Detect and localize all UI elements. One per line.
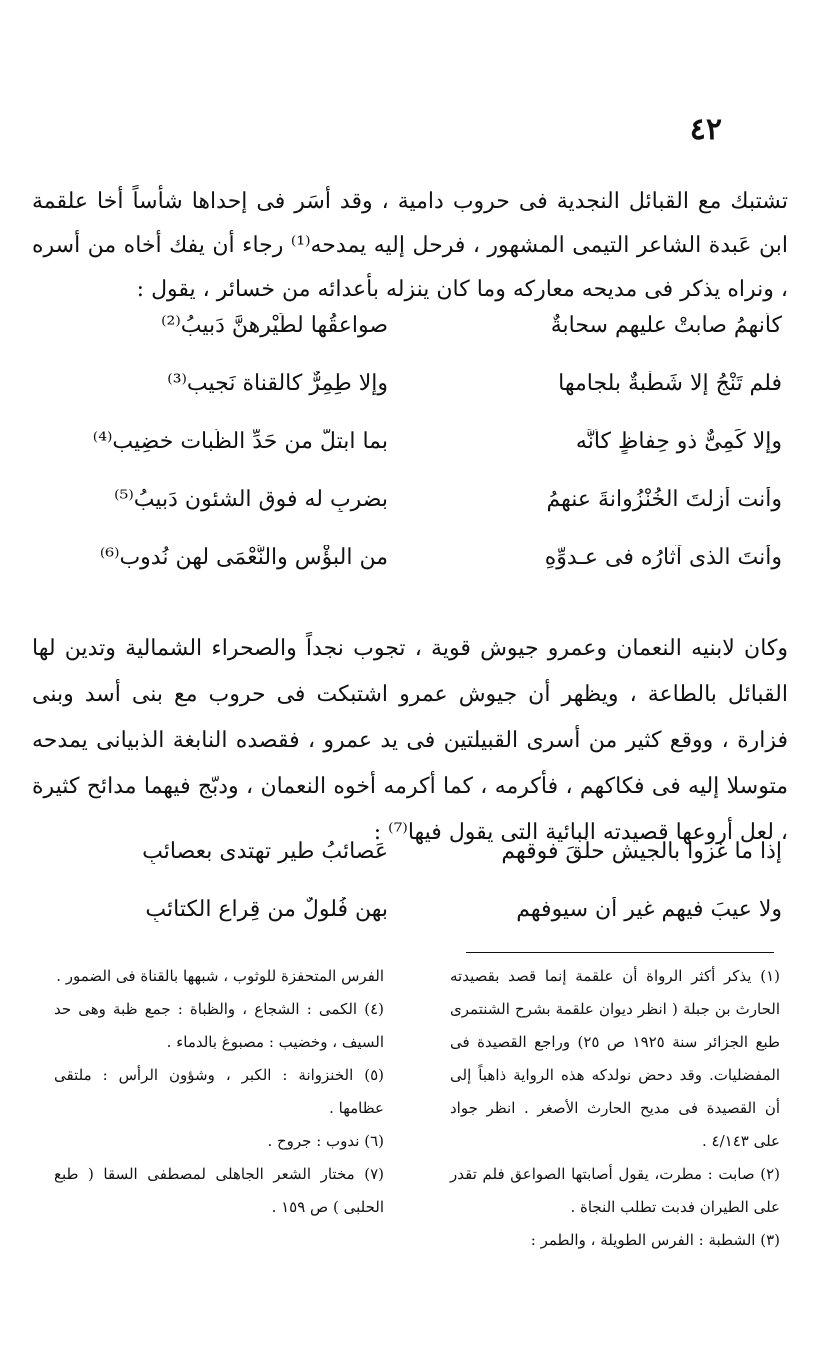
verse-first-hemistich: وأنت أزلتَ الخُنْزُوانةَ عنهمُ (546, 486, 782, 512)
verse (32, 412, 792, 470)
footnote: (١) يذكر أكثر الرواة أن علقمة إنما قصد بقصيدته الحارث بن جبلة ( انظر ديوان علقمة بشرح الشنتمرى طبع الجزائر سنة ١٩٢٥ ص ٢٥) وراجع القصيدة فى المفضليات. وقد دحض نولدكه هذه الرواية ذاهباً إلى أن القصيدة فى مديح الحارث الأصغر . انظر جواد على ٤/١٤٣ . (450, 967, 780, 1150)
verse (32, 528, 792, 586)
footnote: (٢) صابت : مطرت، يقول أصابتها الصواعق فلم تقدر على الطيران فدبت تطلب النجاة . (450, 1165, 780, 1216)
verse-first-hemistich: إذا ما غزوا بالجيش حلّقَ فوقهم (501, 838, 782, 864)
footnote: الفرس المتحفزة للوثوب ، شبهها بالقناة فى الضمور . (56, 967, 384, 985)
poem-1 (32, 296, 792, 586)
footnotes-right-column (450, 960, 780, 1257)
footnote: (٦) ندوب : جروح . (267, 1132, 384, 1150)
verse-second-hemistich: بضربٍ له فوق الشئون دَبيبُ⁽⁵⁾ (114, 486, 388, 512)
verse-first-hemistich: وأنتَ الذى آثارُه فى عـدوِّهِ (544, 544, 782, 570)
footnote: (٣) الشطبة : الفرس الطويلة ، والطمر : (530, 1231, 780, 1249)
verse (32, 822, 792, 880)
footnote: (٧) مختار الشعر الجاهلى لمصطفى السقا ( طبع الحلبى ) ص ١٥٩ . (54, 1165, 384, 1216)
verse (32, 354, 792, 412)
page-number: ٤٢ (689, 112, 722, 147)
verse-second-hemistich: عَصائبُ طيرٍ تهتدى بعصائبِ (142, 838, 388, 864)
paragraph-2: وكان لابنيه النعمان وعمرو جيوش قوية ، تجوب نجداً والصحراء الشمالية وتدين لها القبائل بالطاعة ، ويظهر أن جيوش عمرو اشتبكت فى حروب مع بنى أسد وبنى فزارة ، ووقع كثير من أسرى القبيلتين فى يد عمرو ، فقصده النابغة الذبيانى يمدحه متوسلا إليه فى فكاكهم ، فأكرمه ، كما أكرمه أخوه النعمان ، ودبّج فيهما مدائح كثيرة ، لعل أروعها قصيدته البائية التى يقول فيها⁽⁷⁾ : (32, 636, 788, 845)
verse-first-hemistich: فلم تَنْجُ إلا شَطْبةٌ بلجامها (558, 370, 782, 396)
footnote-divider (466, 952, 774, 953)
verse-first-hemistich: ولا عيبَ فيهم غير أن سيوفهم (516, 896, 782, 922)
verse-second-hemistich: بهن فُلولٌ من قِراعِ الكتائبِ (145, 896, 388, 922)
verse (32, 296, 792, 354)
verse-second-hemistich: صواعقُها لطَيْرهنَّ دَبيبُ⁽²⁾ (161, 312, 388, 338)
footnote: (٤) الكمى : الشجاع ، والظباة : جمع ظبة وهى حد السيف ، وخضيب : مصبوغ بالدماء . (54, 1000, 384, 1051)
poem-2 (32, 822, 792, 938)
paragraph-1: تشتبك مع القبائل النجدية فى حروب دامية ، وقد أسَر فى إحداها شأساً أخا علقمة ابن عَبدة الشاعر التيمى المشهور ، فرحل إليه يمدحه⁽¹⁾ رجاء أن يفك أخاه من أسره ، ونراه يذكر فى مديحه معاركه وما كان ينزله بأعدائه من خسائر ، يقول : (32, 189, 788, 302)
verse-first-hemistich: كأنهمُ صابتْ عليهم سحابةٌ (550, 312, 782, 338)
verse (32, 880, 792, 938)
footnote: (٥) الخنزوانة : الكبر ، وشؤون الرأس : ملتقى عظامها . (54, 1066, 384, 1117)
verse-first-hemistich: وإلا كَمِىٌّ ذو حِفاظٍ كأنَّه (575, 428, 782, 454)
verse-second-hemistich: بما ابتلَّ من حَدِّ الظُّبات خضِيب⁽⁴⁾ (92, 428, 388, 454)
verse (32, 470, 792, 528)
verse-second-hemistich: وإلا طِمِرٌّ كالقناة نَجيب⁽³⁾ (167, 370, 388, 396)
verse-second-hemistich: من البؤْس والنُّعْمَى لهن نُدوب⁽⁶⁾ (99, 544, 388, 570)
footnotes-left-column (54, 960, 384, 1224)
